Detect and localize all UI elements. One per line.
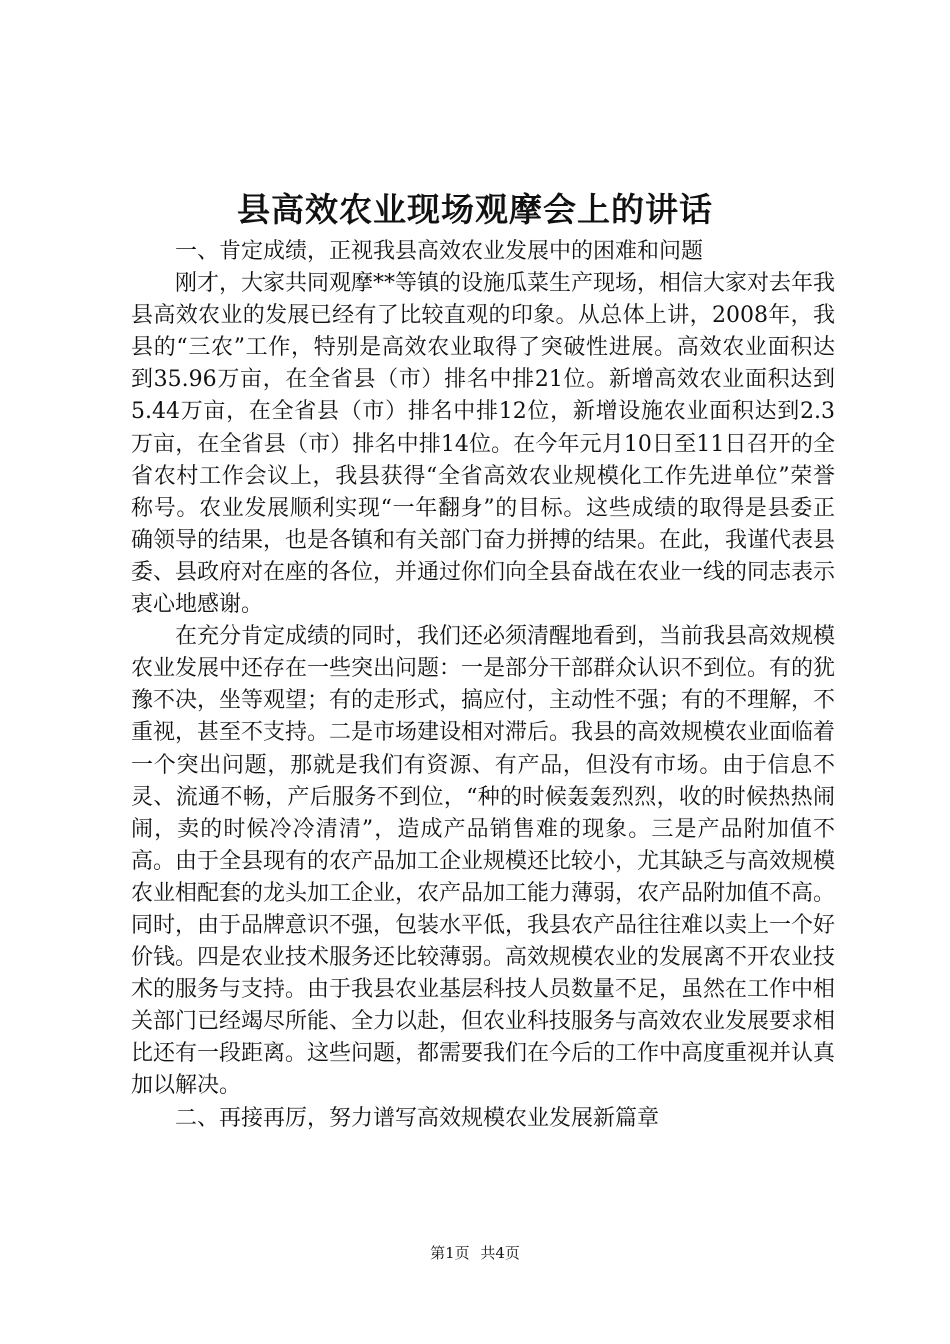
page-total: 共4页 xyxy=(480,1244,520,1262)
section-heading-2: 二、再接再厉，努力谱写高效规模农业发展新篇章 xyxy=(175,1105,660,1131)
paragraph-problems: 在充分肯定成绩的同时，我们还必须清醒地看到，当前我县高效规模农业发展中还存在一些突出问题：一是部分干部群众认识不到位。有的犹豫不决，坐等观望；有的走形式，搞应付，主动性不强；有的不理解，不重视，甚至不支持。二是市场建设相对滞后。我县的高效规模农业面临着一个突出问题，那就是我们有资源、有产品，但没有市场。由于信息不灵、流通不畅，产后服务不到位，“种的时候轰轰烈烈，收的时候热热闹闹，卖的时候冷冷清清”，造成产品销售难的现象。三是产品附加值不高。由于全县现有的农产品加工企业规模还比较小，尤其缺乏与高效规模农业相配套的龙头加工企业，农产品加工能力薄弱，农产品附加值不高。同时，由于品牌意识不强，包装水平低，我县农产品往往难以卖上一个好价钱。四是农业技术服务还比较薄弱。高效规模农业的发展离不开农业技术的服务与支持。由于我县农业基层科技人员数量不足，虽然在工作中相关部门已经竭尽所能、全力以赴，但农业科技服务与高效农业发展要求相比还有一段距离。这些问题，都需要我们在今后的工作中高度重视并认真加以解决。 xyxy=(131,624,836,1099)
document-body xyxy=(131,236,835,1135)
page-footer xyxy=(0,1243,950,1263)
section-heading-1: 一、肯定成绩，正视我县高效农业发展中的困难和问题 xyxy=(175,239,704,264)
paragraph-achievements: 刚才，大家共同观摩**等镇的设施瓜菜生产现场，相信大家对去年我县高效农业的发展已经有了比较直观的印象。从总体上讲，2008年，我县的“三农”工作，特别是高效农业取得了突破性进展。高效农业面积达到35.96万亩，在全省县（市）排名中排21位。新增高效农业面积达到5.44万亩，在全省县（市）排名中排12位，新增设施农业面积达到2.3万亩，在全省县（市）排名中排14位。在今年元月10日至11日召开的全省农村工作会议上，我县获得“全省高效农业规模化工作先进单位”荣誉称号。农业发展顺利实现“一年翻身”的目标。这些成绩的取得是县委正确领导的结果，也是各镇和有关部门奋力拼搏的结果。在此，我谨代表县委、县政府对在座的各位，并通过你们向全县奋战在农业一线的同志表示衷心地感谢。 xyxy=(131,271,836,618)
document-title: 县高效农业现场观摩会上的讲话 xyxy=(237,190,713,229)
page-number: 第1页 xyxy=(430,1244,470,1262)
